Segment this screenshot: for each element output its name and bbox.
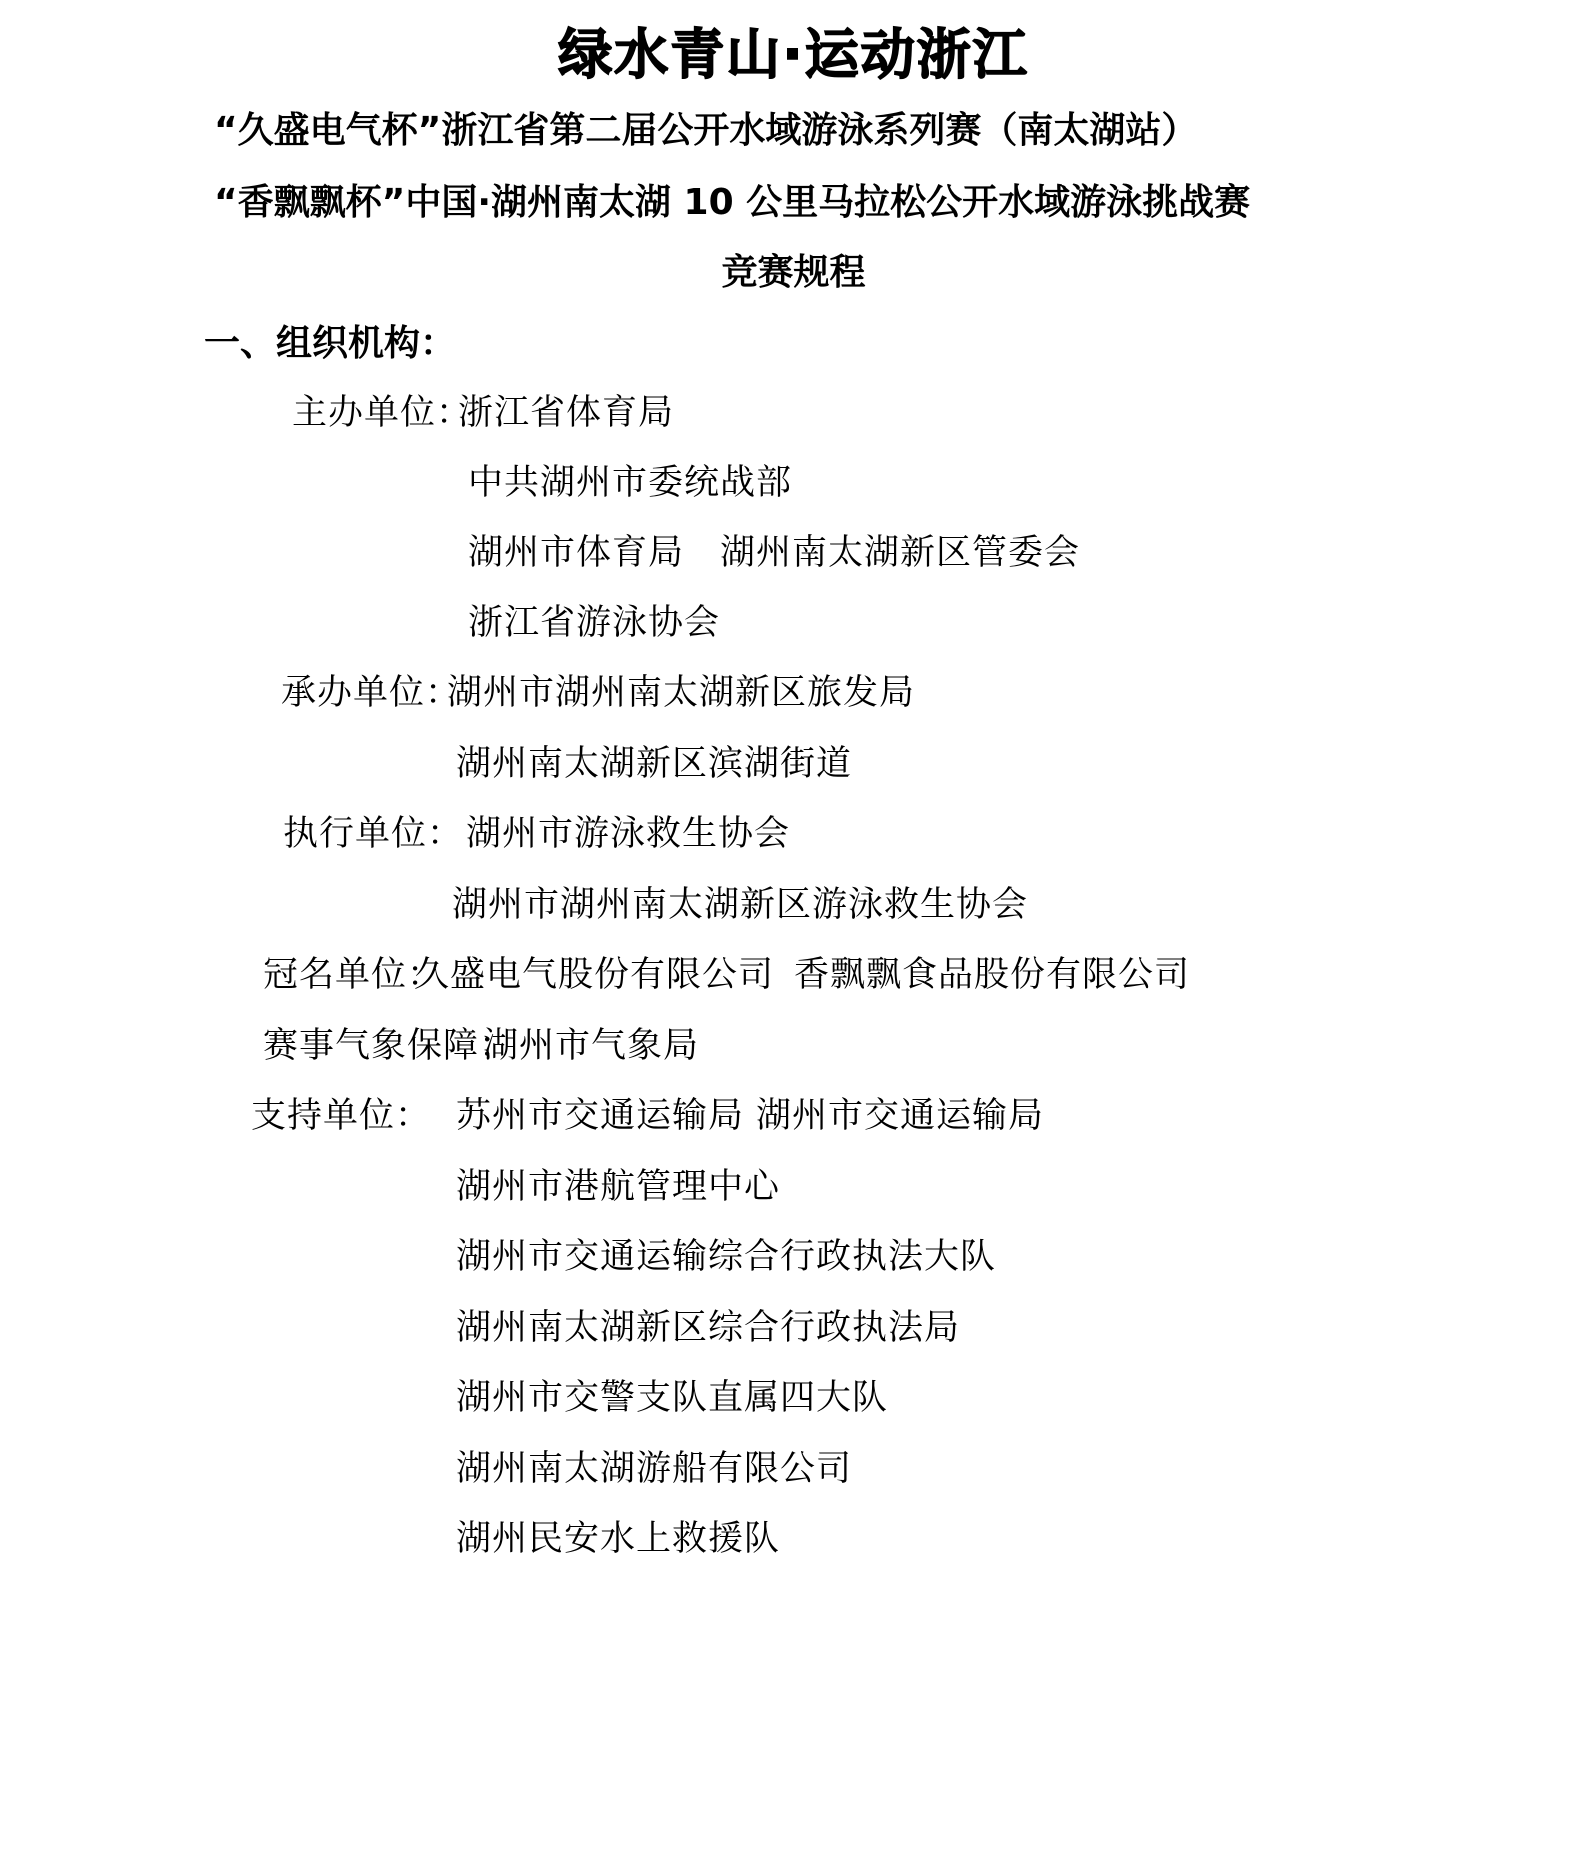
supporter-entry: 湖州民安水上救援队 [456, 1519, 781, 1559]
weather-support-label: 赛事气象保障： [263, 1026, 516, 1066]
subtitle-series: “久盛电气杯”浙江省第二届公开水域游泳系列赛（南太湖站） [214, 110, 1198, 151]
main-title: 绿水青山·运动浙江 [558, 23, 1029, 86]
supporter-entry: 湖州市交通运输局 [756, 1096, 1045, 1136]
executor-entry: 湖州市湖州南太湖新区游泳救生协会 [452, 885, 1029, 925]
organizer-entry: 中共湖州市委统战部 [468, 463, 793, 503]
section-heading-organization: 一、组织机构： [204, 323, 457, 364]
executor-label: 执行单位： [283, 814, 464, 854]
organizer-entry: 浙江省游泳协会 [468, 603, 721, 643]
organizer-label: 主办单位： [292, 393, 473, 433]
organizer-entry: 湖州南太湖新区管委会 [720, 533, 1081, 573]
supporter-entry: 湖州南太湖新区综合行政执法局 [456, 1308, 961, 1348]
supporters-label: 支持单位： [251, 1096, 432, 1136]
supporter-entry: 湖州市交通运输综合行政执法大队 [456, 1237, 997, 1277]
title-sponsor-label: 冠名单位： [263, 955, 444, 995]
co-organizer-label: 承办单位： [281, 673, 462, 713]
supporter-entry: 湖州市港航管理中心 [456, 1167, 781, 1207]
organizer-entry: 湖州市体育局 [468, 533, 685, 573]
organizer-entry: 浙江省体育局 [458, 393, 675, 433]
subtitle-challenge: “香飘飘杯”中国·湖州南太湖 10 公里马拉松公开水域游泳挑战赛 [214, 182, 1251, 223]
supporter-entry: 湖州南太湖游船有限公司 [456, 1449, 853, 1489]
executor-entry: 湖州市游泳救生协会 [466, 814, 791, 854]
doc-title: 竞赛规程 [721, 252, 866, 293]
weather-support-entry: 湖州市气象局 [483, 1026, 700, 1066]
co-organizer-entry: 湖州南太湖新区滨湖街道 [456, 744, 853, 784]
supporter-entry: 苏州市交通运输局 [456, 1096, 745, 1136]
supporter-entry: 湖州市交警支队直属四大队 [456, 1378, 889, 1418]
title-sponsor-entry: 香飘飘食品股份有限公司 [794, 955, 1191, 995]
co-organizer-entry: 湖州市湖州南太湖新区旅发局 [447, 673, 916, 713]
title-sponsor-entry: 久盛电气股份有限公司 [414, 955, 775, 995]
